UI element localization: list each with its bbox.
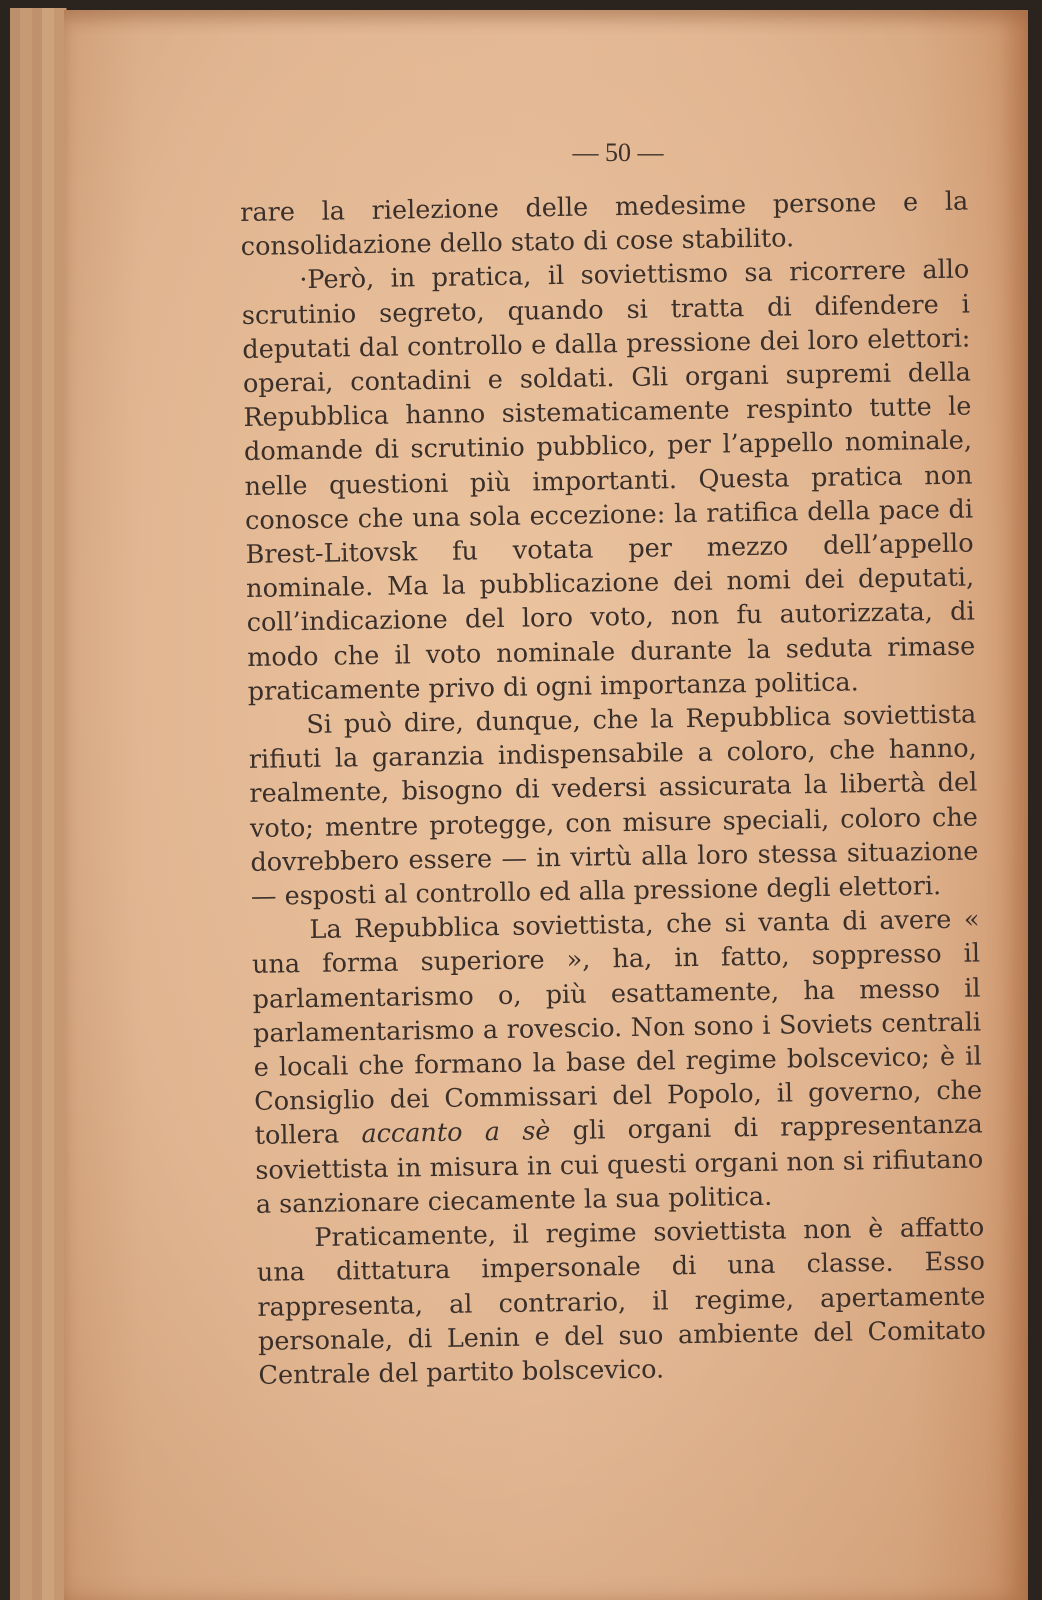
body-text xyxy=(240,185,987,1393)
paragraph xyxy=(251,903,984,1222)
text-segment: La Repubblica soviettista, che si vanta di avere « una forma superiore », ha, in fatto, soppresso il parlamentarismo o, più esattamente, ha messo il parlamentarismo a rovescio. Non sono i Soviets centrali e locali che formano la base del regime bolscevico; è il Consiglio dei Commissari del Popolo, il governo, che tollera xyxy=(251,904,983,1152)
italic-text: accanto a sè xyxy=(361,1116,551,1150)
page-sheet xyxy=(64,10,1028,1600)
paragraph xyxy=(240,185,969,265)
paragraph xyxy=(256,1211,987,1393)
text-segment: ·Però, in pratica, il soviettismo sa ricorrere allo scrutinio segreto, quando si tratta di difendere i deputati dal controllo e dalla pressione dei loro elettori: operai, contadini e soldati. Gli organi supremi della Repubblica hanno sistematicamente respinto tutte le domande di scrutinio pubblico, per l’appello nominale, nelle questioni più importanti. Questa pratica non conosce che una sola eccezione: la ratifica della pace di Brest-Litovsk fu votata per mezzo dell’appello nominale. Ma la pubblicazione dei nomi dei deputati, coll’indicazione del loro voto, non fu autorizzata, di modo che il voto nominale durante la seduta rimase praticamente privo di ogni importanza politica. xyxy=(241,254,976,707)
paragraph xyxy=(248,698,979,915)
text-segment: rare la rielezione delle medesime persone e la consolidazione dello stato di cose stabilito. xyxy=(240,186,969,263)
page-number: — 50 — xyxy=(572,138,664,167)
text-segment: gli organi di rappresentanza soviettista in misura in cui questi organi non si rifiutano a sanzionare ciecamente la sua politica. xyxy=(255,1109,984,1220)
text-segment: Praticamente, il regime soviettista non è affatto una dittatura impersonale di una classe. Esso rappresenta, al contrario, il regime, apertamente personale, di Lenin e del suo ambiente del Comitato Centrale del partito bolscevico. xyxy=(256,1212,987,1391)
paragraph xyxy=(241,253,976,709)
text-segment: Si può dire, dunque, che la Repubblica soviettista rifiuti la garanzia indispensabile a coloro, che hanno, realmente, bisogno di vedersi assicurata la libertà del voto; mentre protegge, con misure speciali, coloro che dovrebbero essere — in virtù alla loro stessa situazione — esposti al controllo ed alla pressione degli elettori. xyxy=(248,699,979,912)
